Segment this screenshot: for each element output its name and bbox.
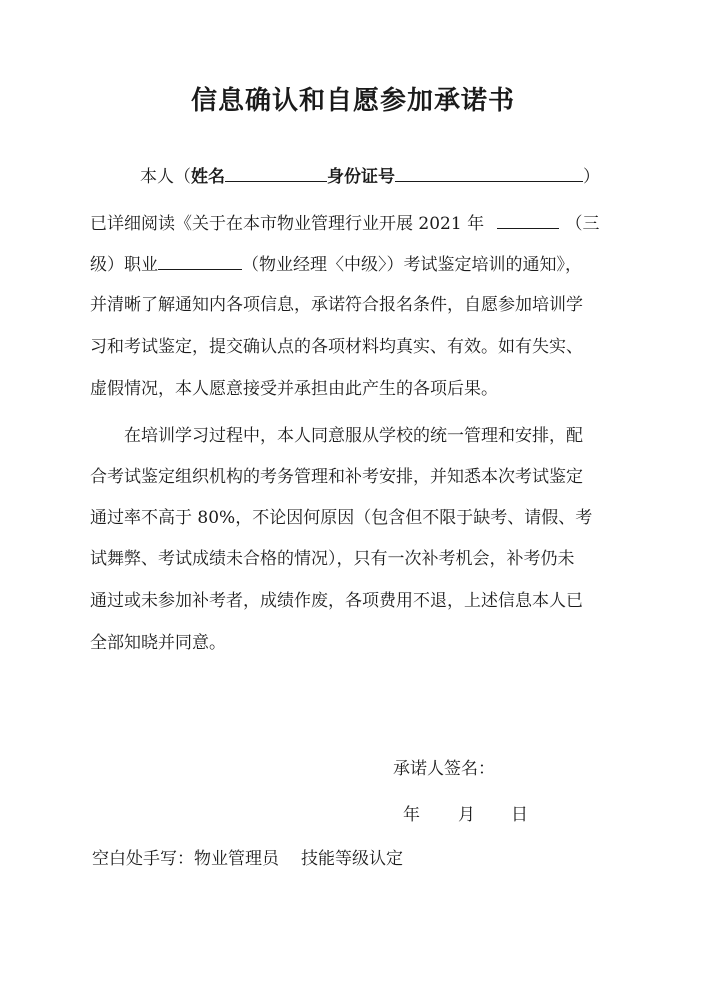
- para1-line-2: [90, 252, 582, 276]
- handwrite-occupation: 物业管理员: [194, 849, 279, 869]
- handwrite-note-label: 空白处手写：: [92, 849, 194, 869]
- handwrite-note: [92, 844, 403, 869]
- date-year: 年: [403, 805, 420, 825]
- date-day: 日: [511, 805, 528, 825]
- document-title: 信息确认和自愿参加承诺书: [190, 86, 515, 116]
- para1-text-1a: 已详细阅读《关于在本市物业管理行业开展 2021 年: [90, 214, 485, 234]
- para2-line-6: 全部知晓并同意。: [90, 633, 226, 653]
- para2-line-1: 在培训学习过程中，本人同意服从学校的统一管理和安排，配: [124, 426, 583, 446]
- para1-line-3: 并清晰了解通知内各项信息，承诺符合报名条件，自愿参加培训学: [90, 295, 583, 315]
- para1-line-4: 习和考试鉴定，提交确认点的各项材料均真实、有效。如有失实、: [90, 337, 583, 357]
- para1-text-2b: （物业经理〈中级〉）考试鉴定培训的通知》，: [242, 255, 582, 275]
- para2-line-5: 通过或未参加补考者，成绩作废，各项费用不退，上述信息本人已: [90, 591, 583, 611]
- date-month: 月: [458, 805, 475, 825]
- para2-line-3: 通过率不高于 80%，不论因何原因（包含但不限于缺考、请假、考: [90, 508, 593, 528]
- handwrite-level: 技能等级认定: [301, 849, 403, 869]
- para1-line-5: 虚假情况，本人愿意接受并承担由此产生的各项后果。: [90, 379, 498, 399]
- intro-line: [140, 164, 600, 188]
- para2-line-2: 合考试鉴定组织机构的考务管理和补考安排，并知悉本次考试鉴定: [90, 467, 583, 487]
- year-blank: [497, 211, 559, 229]
- name-label: 姓名: [191, 167, 225, 187]
- signature-label: 承诺人签名：: [393, 759, 495, 779]
- para1-text-2a: 级）职业: [90, 255, 158, 275]
- id-number-blank: [395, 164, 583, 182]
- intro-prefix: 本人（: [140, 167, 191, 187]
- para1-text-1b: （三: [565, 214, 600, 234]
- intro-suffix: ）: [583, 167, 600, 187]
- para2-line-4: 试舞弊、考试成绩未合格的情况），只有一次补考机会，补考仍未: [90, 549, 575, 569]
- para1-line-1: [90, 211, 599, 235]
- name-blank: [225, 164, 327, 182]
- occupation-blank: [158, 252, 242, 270]
- id-label: 身份证号: [327, 167, 395, 187]
